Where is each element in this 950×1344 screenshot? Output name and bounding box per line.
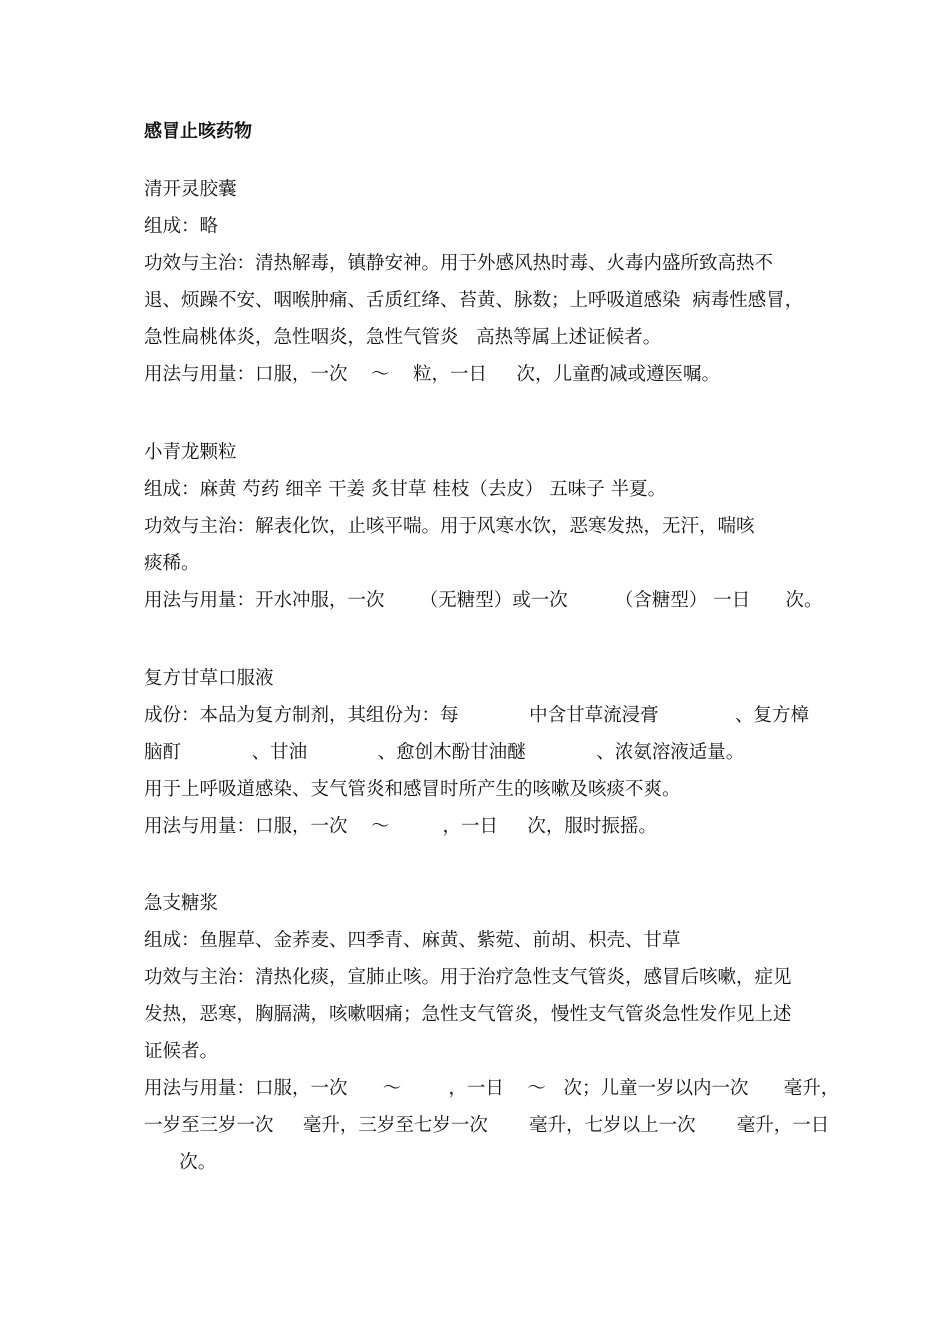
composition-line: 组成：略 bbox=[144, 216, 219, 237]
composition-line: 组成：麻黄 芍药 细辛 干姜 炙甘草 桂枝（去皮） 五味子 半夏。 bbox=[144, 479, 667, 500]
dosage-line: 用法与用量：口服，一次 ～ 粒，一日 次，儿童酌减或遵医嘱。 bbox=[144, 364, 720, 385]
indication-line: 功效与主治：清热解毒，镇静安神。用于外感风热时毒、火毒内盛所致高热不 bbox=[144, 253, 774, 274]
document-title: 感冒止咳药物 bbox=[144, 121, 252, 142]
indication-line: 发热，恶寒，胸膈满，咳嗽咽痛；急性支气管炎，慢性支气管炎急性发作见上述 bbox=[144, 1004, 792, 1025]
indication-line: 痰稀。 bbox=[144, 553, 200, 574]
dosage-line: 用法与用量：开水冲服，一次 （无糖型）或一次 （含糖型） 一日 次。 bbox=[144, 590, 823, 611]
section-xiaoqinglong bbox=[144, 434, 823, 619]
section-fufang-gancao bbox=[144, 660, 812, 845]
dosage-line: 一岁至三岁一次 毫升，三岁至七岁一次 毫升，七岁以上一次 毫升，一日 bbox=[144, 1115, 830, 1136]
indication-line: 用于上呼吸道感染、支气管炎和感冒时所产生的咳嗽及咳痰不爽。 bbox=[144, 779, 681, 800]
dosage-line: 次。 bbox=[144, 1152, 217, 1173]
indication-line: 功效与主治：清热化痰，宣肺止咳。用于治疗急性支气管炎，感冒后咳嗽，症见 bbox=[144, 967, 792, 988]
section-qingkailing bbox=[144, 171, 812, 393]
indication-line: 功效与主治：解表化饮，止咳平喘。用于风寒水饮，恶寒发热，无汗，喘咳 bbox=[144, 516, 755, 537]
dosage-line: 用法与用量：口服，一次 ～ ，一日 ～ 次；儿童一岁以内一次 毫升， bbox=[144, 1078, 840, 1099]
section-jizhi-syrup bbox=[144, 885, 840, 1181]
composition-line: 组成：鱼腥草、金荞麦、四季青、麻黄、紫菀、前胡、枳壳、甘草 bbox=[144, 930, 681, 951]
indication-line: 退、烦躁不安、咽喉肿痛、舌质红绛、苔黄、脉数；上呼吸道感染 病毒性感冒， bbox=[144, 290, 804, 311]
indication-line: 急性扁桃体炎，急性咽炎，急性气管炎 高热等属上述证候者。 bbox=[144, 327, 662, 348]
ingredients-line: 成份：本品为复方制剂，其组份为：每 中含甘草流浸膏 、复方樟 bbox=[144, 705, 810, 726]
section-heading: 急支糖浆 bbox=[144, 893, 219, 914]
dosage-line: 用法与用量：口服，一次 ～ ，一日 次，服时振摇。 bbox=[144, 816, 657, 837]
section-heading: 清开灵胶囊 bbox=[144, 179, 237, 200]
indication-line: 证候者。 bbox=[144, 1041, 219, 1062]
ingredients-line: 脑酊 、甘油 、愈创木酚甘油醚 、浓氨溶液适量。 bbox=[144, 742, 745, 763]
section-heading: 复方甘草口服液 bbox=[144, 668, 274, 689]
section-heading: 小青龙颗粒 bbox=[144, 442, 237, 463]
